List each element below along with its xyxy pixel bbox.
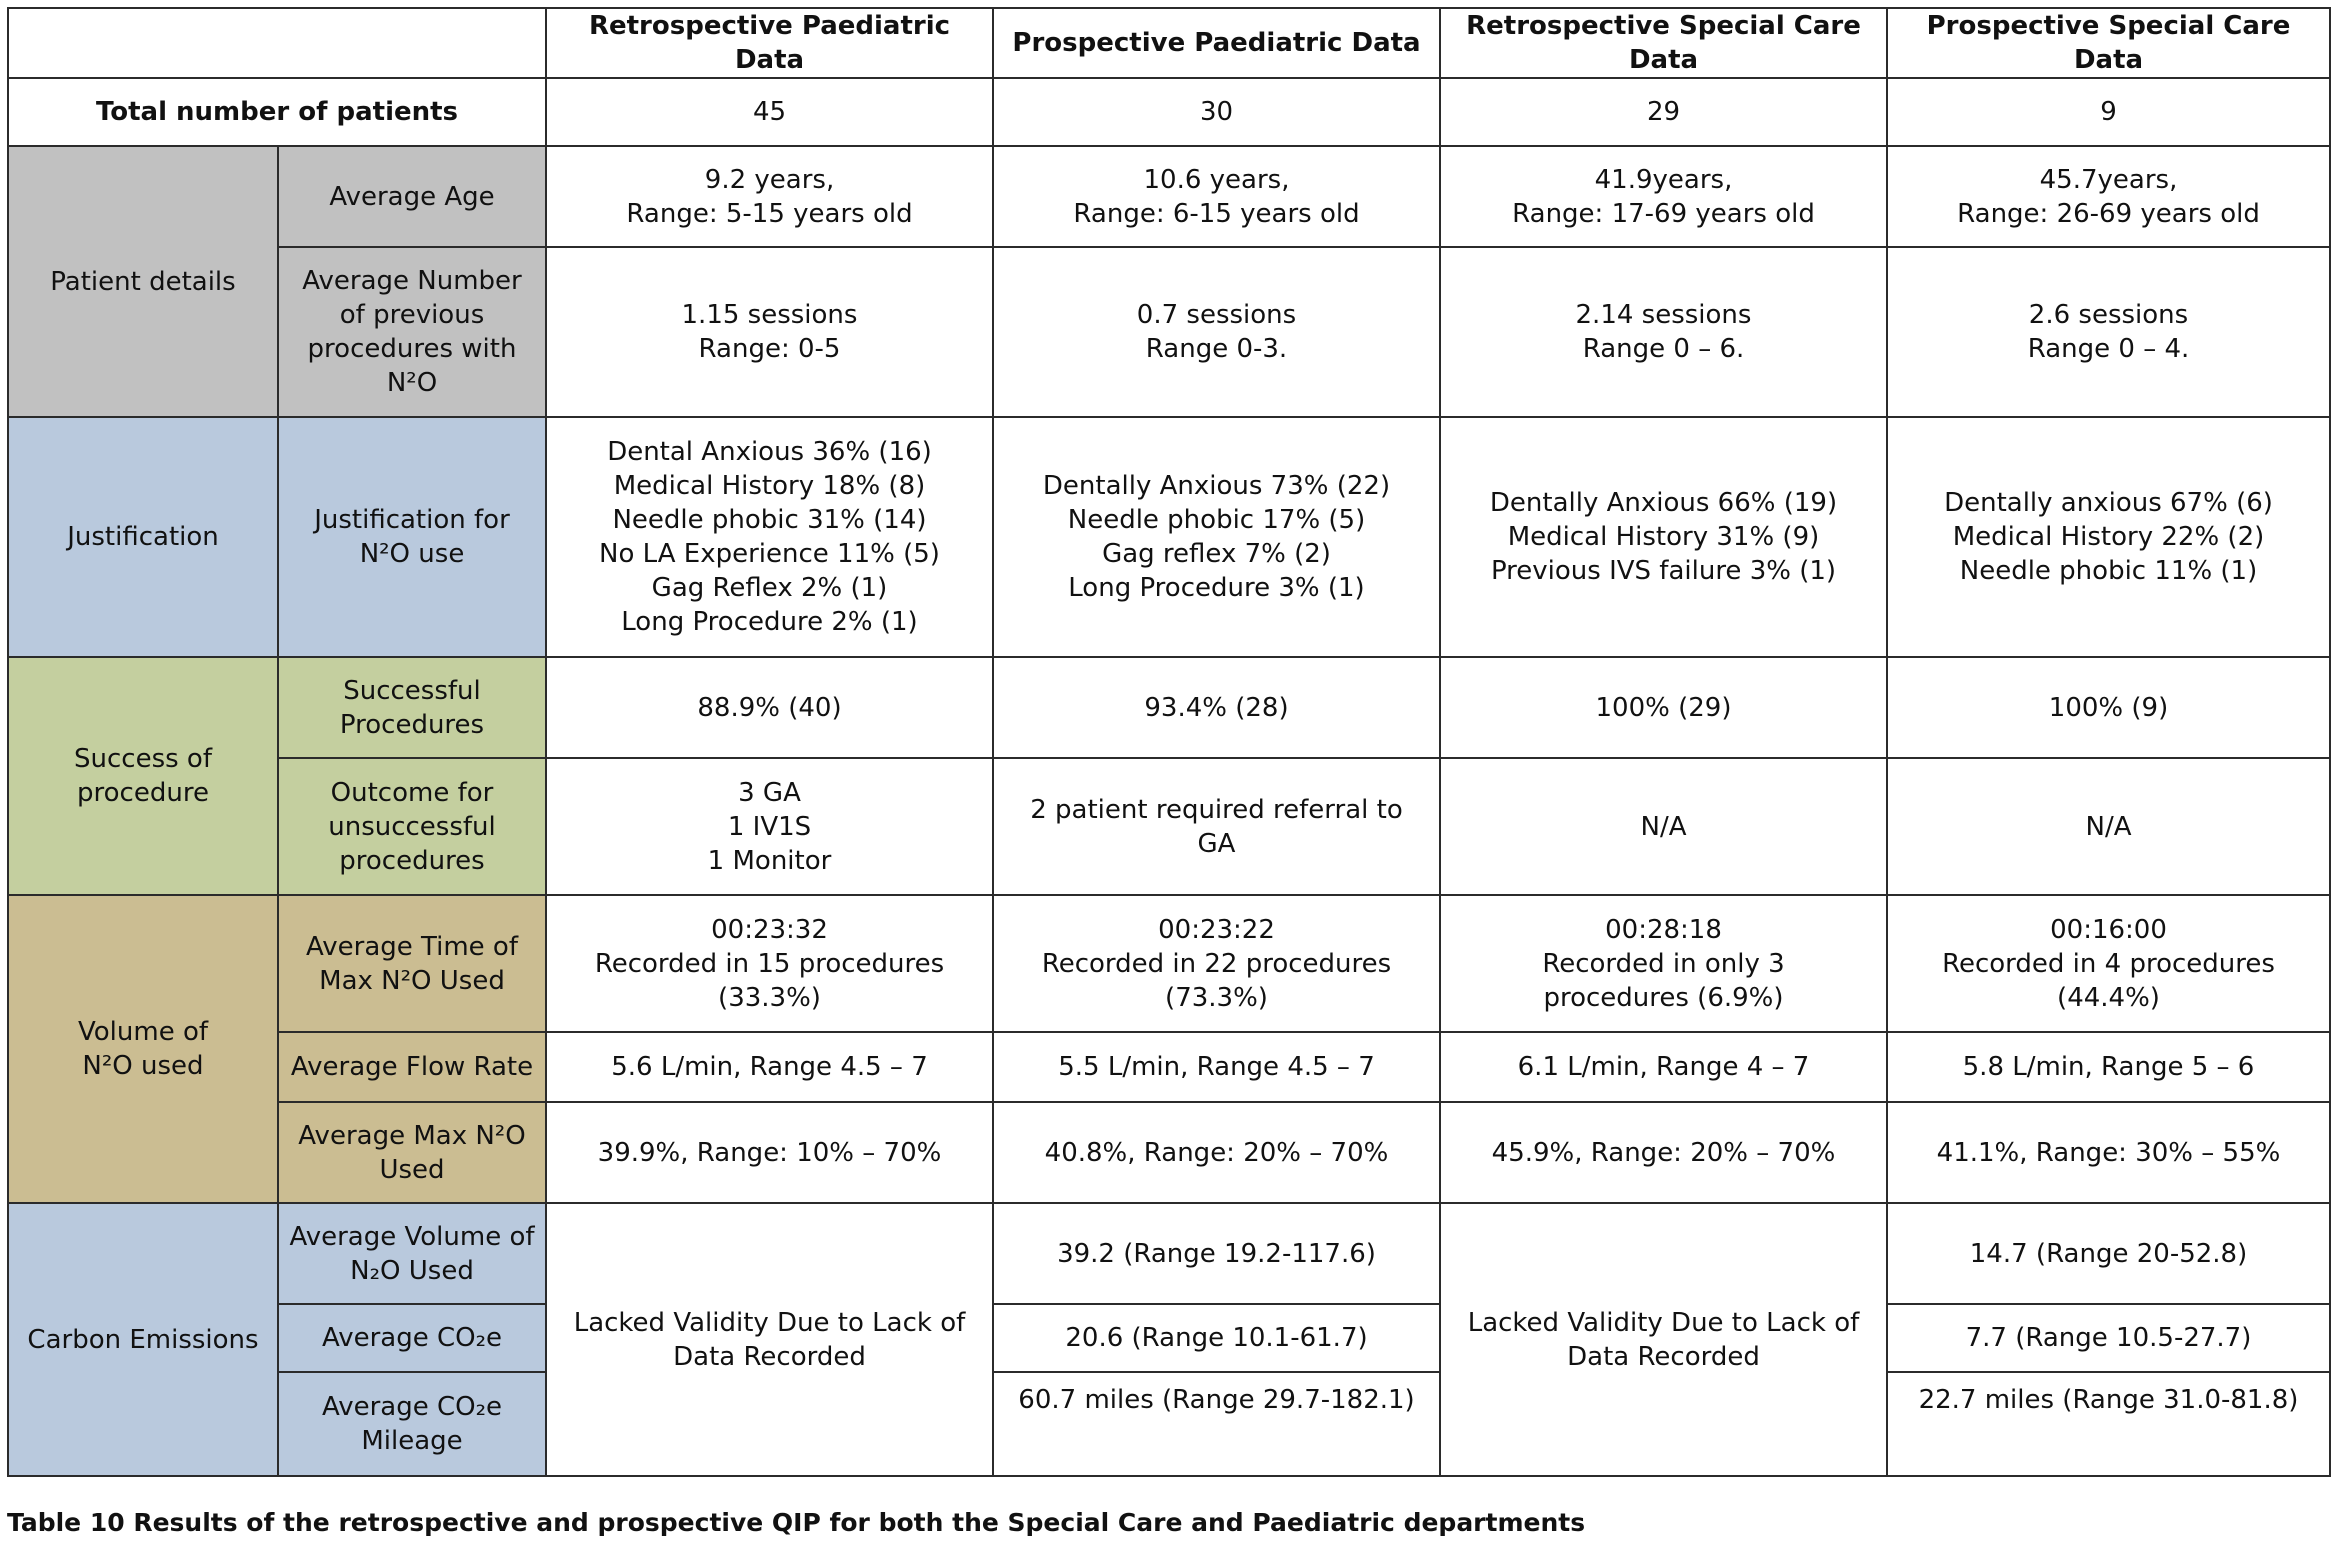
previous-pro-sc [1887, 247, 2330, 417]
cell-line: Long Procedure 3% (1) [1068, 573, 1365, 603]
cell-line: Range: 6-15 years old [1073, 198, 1360, 229]
justification-retro-sc [1440, 417, 1887, 657]
carbon-volume-label [278, 1203, 546, 1304]
successful-row [8, 657, 2330, 758]
cell-line: 2 patient required referral to [1030, 794, 1403, 825]
carbon-volume-pro-sc: 14.7 (Range 20-52.8) [1887, 1203, 2330, 1304]
cell-line: unsuccessful [328, 811, 496, 842]
header-row [8, 8, 2330, 78]
outcome-pro-paed [993, 758, 1440, 895]
cell-line: 1 IV1S [727, 811, 812, 842]
cell-line: Range: 5-15 years old [626, 198, 913, 229]
total-label: Total number of patients [8, 78, 546, 146]
cell-line: 1 Monitor [707, 845, 832, 876]
total-pro-paed: 30 [993, 78, 1440, 146]
cell-line: Average Time of [306, 931, 518, 962]
cell-line: Recorded in 22 procedures [1041, 948, 1392, 979]
cell-line: Data Recorded [1567, 1341, 1760, 1372]
time-label [278, 895, 546, 1032]
cell-line: Previous IVS failure 3% (1) [1490, 556, 1837, 586]
max-pro-sc: 41.1%, Range: 30% – 55% [1887, 1102, 2330, 1203]
co2e-pro-paed: 20.6 (Range 10.1-61.7) [993, 1304, 1440, 1372]
time-pro-sc [1887, 895, 2330, 1032]
cell-line: 00:28:18 [1605, 914, 1722, 945]
cell-line: Max N²O Used [319, 965, 505, 996]
cell-line: Data Recorded [673, 1341, 866, 1372]
total-pro-sc: 9 [1887, 78, 2330, 146]
max-row [8, 1102, 2330, 1203]
successful-retro-paed: 88.9% (40) [546, 657, 993, 758]
cell-line: 00:23:32 [711, 914, 828, 945]
outcome-retro-sc [1440, 758, 1887, 895]
cell-line: (73.3%) [1165, 982, 1268, 1013]
cell-line: Dentally Anxious 66% (19) [1489, 488, 1838, 518]
cell-line: 10.6 years, [1143, 164, 1290, 195]
cell-line: Gag Reflex 2% (1) [651, 573, 888, 603]
cell-line: Medical History 31% (9) [1507, 522, 1820, 552]
cell-line: procedures (6.9%) [1543, 982, 1784, 1013]
justification-pro-sc [1887, 417, 2330, 657]
successful-retro-sc: 100% (29) [1440, 657, 1887, 758]
flow-pro-paed: 5.5 L/min, Range 4.5 – 7 [993, 1032, 1440, 1102]
cell-line: 45.7years, [2039, 164, 2178, 195]
justification-row [8, 417, 2330, 657]
cell-line: N²O use [359, 539, 465, 569]
age-pro-sc [1887, 146, 2330, 247]
outcome-row [8, 758, 2330, 895]
age-pro-paed [993, 146, 1440, 247]
cell-line: 2.14 sessions [1575, 300, 1752, 330]
cell-line: Used [379, 1154, 445, 1185]
category-carbon: Carbon Emissions [8, 1203, 278, 1476]
col-header-retro-sc: Retrospective Special Care Data [1440, 8, 1887, 78]
cell-line: 41.9years, [1594, 164, 1733, 195]
time-retro-paed [546, 895, 993, 1032]
cell-line: Recorded in only 3 [1542, 948, 1785, 979]
cell-line: Success of [74, 744, 212, 774]
cell-line: Mileage [361, 1426, 463, 1456]
cell-line: Range 0 – 4. [2027, 334, 2190, 364]
outcome-retro-paed [546, 758, 993, 895]
cell-line: Recorded in 15 procedures [594, 948, 945, 979]
col-header-pro-sc: Prospective Special Care Data [1887, 8, 2330, 78]
successful-pro-sc: 100% (9) [1887, 657, 2330, 758]
cell-line: procedures with [307, 334, 517, 364]
carbon-retro-sc-lacked [1440, 1203, 1887, 1476]
cell-line: Average Max N²O [298, 1120, 526, 1151]
cell-line: Needle phobic 17% (5) [1067, 505, 1366, 535]
cell-line: Long Procedure 2% (1) [621, 607, 918, 637]
col-header-pro-paed: Prospective Paediatric Data [993, 8, 1440, 78]
justification-pro-paed [993, 417, 1440, 657]
cell-line: Average Volume of [289, 1221, 535, 1252]
flow-label: Average Flow Rate [278, 1032, 546, 1102]
age-label: Average Age [278, 146, 546, 247]
justification-retro-paed [546, 417, 993, 657]
cell-line: procedures [339, 845, 485, 876]
co2e-label: Average CO₂e [278, 1304, 546, 1372]
cell-line: Medical History 22% (2) [1952, 522, 2265, 552]
cell-line: Range: 26-69 years old [1957, 198, 2260, 229]
cell-line: Range 0-3. [1145, 334, 1288, 364]
mileage-row [8, 1372, 2330, 1476]
co2e-row [8, 1304, 2330, 1372]
total-retro-paed: 45 [546, 78, 993, 146]
flow-pro-sc: 5.8 L/min, Range 5 – 6 [1887, 1032, 2330, 1102]
outcome-label [278, 758, 546, 895]
previous-label [278, 247, 546, 417]
cell-line: Dentally Anxious 73% (22) [1042, 471, 1391, 501]
cell-line: (33.3%) [718, 982, 821, 1013]
cell-line: Lacked Validity Due to Lack of [1467, 1307, 1860, 1338]
cell-line: Dentally anxious 67% (6) [1944, 488, 2273, 518]
cell-line: 2.6 sessions [2028, 300, 2189, 330]
time-retro-sc [1440, 895, 1887, 1032]
justification-label [278, 417, 546, 657]
carbon-retro-paed-lacked [546, 1203, 993, 1476]
carbon-volume-row [8, 1203, 2330, 1304]
category-success [8, 657, 278, 895]
cell-line: Gag reflex 7% (2) [1102, 539, 1331, 569]
successful-label [278, 657, 546, 758]
carbon-volume-pro-paed: 39.2 (Range 19.2-117.6) [993, 1203, 1440, 1304]
max-pro-paed: 40.8%, Range: 20% – 70% [993, 1102, 1440, 1203]
category-volume [8, 895, 278, 1203]
total-retro-sc: 29 [1440, 78, 1887, 146]
total-row [8, 78, 2330, 146]
successful-pro-paed: 93.4% (28) [993, 657, 1440, 758]
cell-line: 00:16:00 [2050, 914, 2167, 945]
flow-retro-paed: 5.6 L/min, Range 4.5 – 7 [546, 1032, 993, 1102]
time-pro-paed [993, 895, 1440, 1032]
mileage-pro-sc: 22.7 miles (Range 31.0-81.8) [1887, 1372, 2330, 1476]
age-retro-paed [546, 146, 993, 247]
previous-row [8, 247, 2330, 417]
mileage-pro-paed: 60.7 miles (Range 29.7-182.1) [993, 1372, 1440, 1476]
cell-line: N/A [2085, 811, 2132, 842]
cell-line: Dental Anxious 36% (16) [607, 437, 932, 467]
cell-line: Range 0 – 6. [1582, 334, 1745, 364]
co2e-pro-sc: 7.7 (Range 10.5-27.7) [1887, 1304, 2330, 1372]
mileage-label [278, 1372, 546, 1476]
previous-retro-sc [1440, 247, 1887, 417]
cell-line: N²O [386, 368, 438, 398]
cell-line: Justification for [314, 505, 510, 535]
cell-line: Lacked Validity Due to Lack of [573, 1307, 966, 1338]
cell-line: Average CO₂e [321, 1392, 503, 1422]
cell-line: Volume of [77, 1017, 209, 1047]
cell-line: 9.2 years, [704, 164, 835, 195]
cell-line: N²O used [82, 1051, 204, 1081]
cell-line: of previous [339, 300, 485, 330]
cell-line: N₂O Used [350, 1255, 474, 1286]
table-caption: Table 10 Results of the retrospective and prospective QIP for both the Special Care and Paediatric departments [7, 1508, 1586, 1537]
cell-line: Average Number [302, 266, 522, 296]
time-row [8, 895, 2330, 1032]
cell-line: Needle phobic 11% (1) [1959, 556, 2258, 586]
cell-line: Medical History 18% (8) [613, 471, 926, 501]
cell-line: GA [1197, 828, 1236, 859]
outcome-pro-sc [1887, 758, 2330, 895]
previous-pro-paed [993, 247, 1440, 417]
max-label [278, 1102, 546, 1203]
cell-line: N/A [1640, 811, 1687, 842]
age-row [8, 146, 2330, 247]
flow-retro-sc: 6.1 L/min, Range 4 – 7 [1440, 1032, 1887, 1102]
previous-retro-paed [546, 247, 993, 417]
category-patient-details: Patient details [8, 146, 278, 417]
cell-line: Range: 0-5 [698, 334, 841, 364]
max-retro-paed: 39.9%, Range: 10% – 70% [546, 1102, 993, 1203]
cell-line: Procedures [339, 709, 485, 740]
flow-row [8, 1032, 2330, 1102]
cell-line: 3 GA [738, 777, 801, 808]
cell-line: 1.15 sessions [681, 300, 858, 330]
cell-line: Needle phobic 31% (14) [612, 505, 927, 535]
max-retro-sc: 45.9%, Range: 20% – 70% [1440, 1102, 1887, 1203]
cell-line: No LA Experience 11% (5) [599, 539, 940, 569]
cell-line: Successful [343, 675, 481, 706]
cell-line: (44.4%) [2057, 982, 2160, 1013]
cell-line: 00:23:22 [1158, 914, 1275, 945]
col-header-retro-paed: Retrospective Paediatric Data [546, 8, 993, 78]
header-corner [8, 8, 546, 78]
results-table [7, 7, 2331, 1477]
category-justification: Justification [8, 417, 278, 657]
age-retro-sc [1440, 146, 1887, 247]
cell-line: Outcome for [330, 777, 494, 808]
cell-line: 0.7 sessions [1136, 300, 1297, 330]
cell-line: procedure [77, 778, 209, 808]
cell-line: Recorded in 4 procedures [1942, 948, 2275, 979]
cell-line: Range: 17-69 years old [1512, 198, 1815, 229]
